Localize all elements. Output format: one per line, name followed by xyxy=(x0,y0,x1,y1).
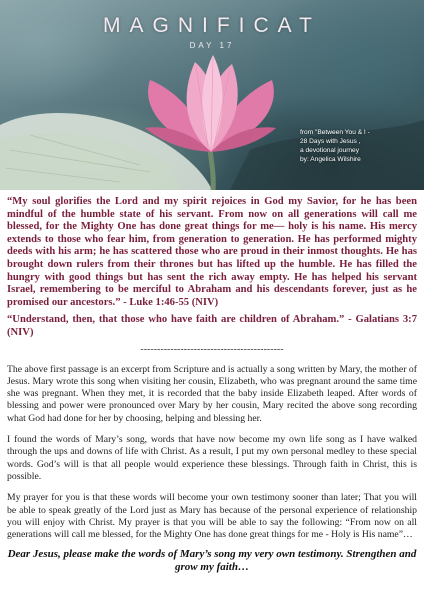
paragraph-life-song: I found the words of Mary’s song, words that have now become my own life song as I have walked through the ups and downs of life with Christ. As a result, I put my own personal medley to these special words. God’s will is that all people would experience these blessings. Through faith in Christ, this is possible. xyxy=(7,434,417,482)
credit-line: 28 Days with Jesus , xyxy=(300,138,361,145)
closing-prayer: Dear Jesus, please make the words of Mary’s song my very own testimony. Strengthen and grow my faith… xyxy=(7,548,417,574)
galatians-reference: - Galatians 3:7 (NIV) xyxy=(7,314,418,338)
section-divider: ------------------------------------------- xyxy=(140,343,284,355)
paragraph-my-prayer: My prayer for you is that these words will become your own testimony sooner than later; That you will be able to speak greatly of the Lord just as Mary has because of the personal experience of relationship you will enjoy with Christ. My prayer is that you will be able to say the following: “From now on all generations will call me blessed, for the Mighty One has done great things for me - Holy is His name”… xyxy=(7,492,417,541)
luke-text: “My soul glorifies the Lord and my spirit rejoices in God my Savior, for he has been mindful of the humble state of his servant. From now on all generations will call me blessed, for the Mighty One has done great things for me— holy is his name. His mercy extends to those who fear him, from generation to generation. He has performed mighty deeds with his arm; he has scattered those who are proud in their inmost thoughts. He has brought down rulers from their thrones but has lifted up the humble. He has filled the hungry with good things but has sent the rich away empty. He has helped his servant Israel, remembering to be merciful to Abraham and his descendants forever, just as he promised our ancestors.” xyxy=(7,196,417,308)
luke-passage xyxy=(7,196,417,309)
galatians-text: “Understand, then, that those who have faith are children of Abraham.” xyxy=(7,314,345,326)
credit-line: a devotional journey xyxy=(300,147,360,154)
devotional-content xyxy=(0,196,424,574)
credit-line: from "Between You & I - xyxy=(300,129,370,136)
paragraph-about-song: The above first passage is an excerpt from Scripture and is actually a song written by Mary, the mother of Jesus. Mary wrote this song when visiting her cousin, Elizabeth, who was pregnant around the same time she was pregnant. When they met, it is recorded that the baby inside Elizabeth leaped. After words of blessing and power were pronounced over Mary by her cousin, Mary recited the above song recording what God had done for her by choosing, helping and blessing her. xyxy=(7,363,417,424)
banner-title: MAGNIFICAT xyxy=(103,14,321,37)
book-credit xyxy=(300,128,418,164)
credit-line: by: Angelica Wilshire xyxy=(300,156,361,163)
header-banner xyxy=(0,0,424,190)
galatians-passage xyxy=(7,314,417,339)
luke-reference: - Luke 1:46-55 (NIV) xyxy=(120,296,219,308)
banner-day: DAY 17 xyxy=(189,41,235,50)
